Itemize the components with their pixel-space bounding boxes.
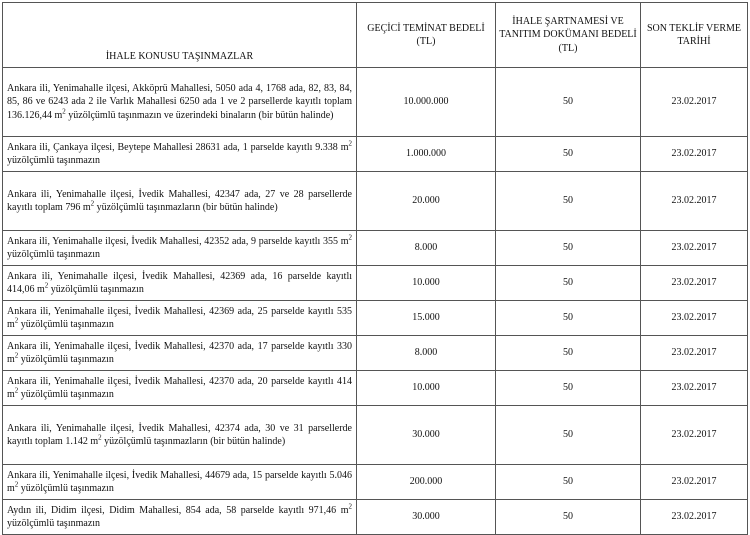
document-fee: 50 xyxy=(496,68,641,137)
header-properties: İHALE KONUSU TAŞINMAZLAR xyxy=(3,3,357,68)
guarantee-amount: 1.000.000 xyxy=(357,137,496,172)
table-row xyxy=(3,172,748,231)
guarantee-amount: 10.000 xyxy=(357,266,496,301)
deadline-date: 23.02.2017 xyxy=(641,465,748,500)
table-row xyxy=(3,301,748,336)
table-row xyxy=(3,500,748,535)
guarantee-amount: 200.000 xyxy=(357,465,496,500)
table-row xyxy=(3,231,748,266)
property-description: Ankara ili, Yenimahalle ilçesi, İvedik Mahallesi, 44679 ada, 15 parselde kayıtlı 5.046 $m^2$ yüzölçümlü taşınmazın xyxy=(3,465,357,500)
tender-table xyxy=(2,2,748,535)
deadline-date: 23.02.2017 xyxy=(641,266,748,301)
deadline-date: 23.02.2017 xyxy=(641,301,748,336)
table-row xyxy=(3,406,748,465)
document-fee: 50 xyxy=(496,137,641,172)
deadline-date: 23.02.2017 xyxy=(641,231,748,266)
header-row xyxy=(3,3,748,68)
guarantee-amount: 20.000 xyxy=(357,172,496,231)
property-description: Ankara ili, Yenimahalle ilçesi, Akköprü Mahallesi, 5050 ada 4, 1768 ada, 82, 83, 84, 85, 86 ve 6243 ada 2 ile Varlık Mahallesi 6250 ada 1 ve 2 parsellerde kayıtlı toplam 136.126,44 $m^2$ yüzölçümlü taşınmazın ve üzerindeki binaların (bir bütün halinde) xyxy=(3,68,357,137)
guarantee-amount: 30.000 xyxy=(357,406,496,465)
deadline-date: 23.02.2017 xyxy=(641,406,748,465)
table-row xyxy=(3,371,748,406)
document-fee: 50 xyxy=(496,172,641,231)
deadline-date: 23.02.2017 xyxy=(641,68,748,137)
header-document-fee: İHALE ŞARTNAMESİ VE TANITIM DOKÜMANI BEDELİ (TL) xyxy=(496,3,641,68)
guarantee-amount: 15.000 xyxy=(357,301,496,336)
guarantee-amount: 10.000 xyxy=(357,371,496,406)
document-fee: 50 xyxy=(496,465,641,500)
document-fee: 50 xyxy=(496,371,641,406)
table-row xyxy=(3,68,748,137)
header-deadline: SON TEKLİF VERME TARİHİ xyxy=(641,3,748,68)
document-fee: 50 xyxy=(496,231,641,266)
document-fee: 50 xyxy=(496,301,641,336)
property-description: Ankara ili, Yenimahalle ilçesi, İvedik Mahallesi, 42369 ada, 25 parselde kayıtlı 535 $m^2$ yüzölçümlü taşınmazın xyxy=(3,301,357,336)
table-row xyxy=(3,266,748,301)
header-guarantee: GEÇİCİ TEMİNAT BEDELİ (TL) xyxy=(357,3,496,68)
property-description: Ankara ili, Yenimahalle ilçesi, İvedik Mahallesi, 42352 ada, 9 parselde kayıtlı 355 $m^2$ yüzölçümlü taşınmazın xyxy=(3,231,357,266)
deadline-date: 23.02.2017 xyxy=(641,500,748,535)
property-description: Ankara ili, Yenimahalle ilçesi, İvedik Mahallesi, 42369 ada, 16 parselde kayıtlı 414,06 $m^2$ yüzölçümlü taşınmazın xyxy=(3,266,357,301)
property-description: Aydın ili, Didim ilçesi, Didim Mahallesi, 854 ada, 58 parselde kayıtlı 971,46 $m^2$ yüzölçümlü taşınmazın xyxy=(3,500,357,535)
guarantee-amount: 30.000 xyxy=(357,500,496,535)
property-description: Ankara ili, Yenimahalle ilçesi, İvedik Mahallesi, 42370 ada, 20 parselde kayıtlı 414 $m^2$ yüzölçümlü taşınmazın xyxy=(3,371,357,406)
property-description: Ankara ili, Yenimahalle ilçesi, İvedik Mahallesi, 42370 ada, 17 parselde kayıtlı 330 $m^2$ yüzölçümlü taşınmazın xyxy=(3,336,357,371)
table-row xyxy=(3,137,748,172)
property-description: Ankara ili, Yenimahalle ilçesi, İvedik Mahallesi, 42347 ada, 27 ve 28 parsellerde kayıtlı toplam 796 $m^2$ yüzölçümlü taşınmazların (bir bütün halinde) xyxy=(3,172,357,231)
guarantee-amount: 10.000.000 xyxy=(357,68,496,137)
deadline-date: 23.02.2017 xyxy=(641,172,748,231)
guarantee-amount: 8.000 xyxy=(357,336,496,371)
deadline-date: 23.02.2017 xyxy=(641,371,748,406)
deadline-date: 23.02.2017 xyxy=(641,336,748,371)
document-fee: 50 xyxy=(496,500,641,535)
guarantee-amount: 8.000 xyxy=(357,231,496,266)
document-fee: 50 xyxy=(496,336,641,371)
document-fee: 50 xyxy=(496,406,641,465)
property-description: Ankara ili, Yenimahalle ilçesi, İvedik Mahallesi, 42374 ada, 30 ve 31 parsellerde kayıtlı toplam 1.142 $m^2$ yüzölçümlü taşınmazların (bir bütün halinde) xyxy=(3,406,357,465)
table-row xyxy=(3,336,748,371)
deadline-date: 23.02.2017 xyxy=(641,137,748,172)
document-fee: 50 xyxy=(496,266,641,301)
table-row xyxy=(3,465,748,500)
property-description: Ankara ili, Çankaya ilçesi, Beytepe Mahallesi 28631 ada, 1 parselde kayıtlı 9.338 $m^2$ yüzölçümlü taşınmazın xyxy=(3,137,357,172)
